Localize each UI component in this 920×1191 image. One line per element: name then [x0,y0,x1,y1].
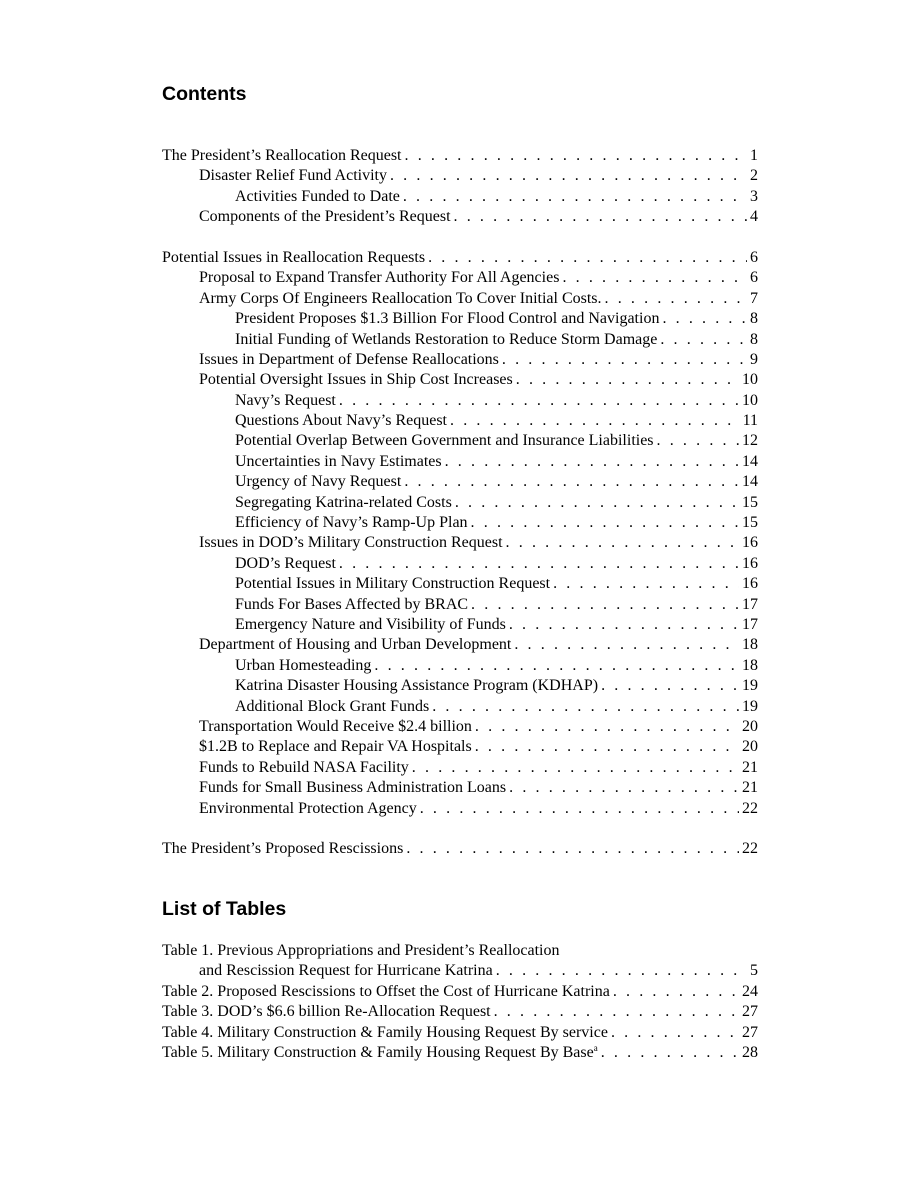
toc-entry[interactable]: Funds for Small Business Administration Loans . . . 21 [162,778,758,798]
footnote-marker: a [593,1042,598,1053]
toc-entry[interactable]: Funds For Bases Affected by BRAC . . . 17 [162,595,758,615]
toc-entry[interactable]: The President’s Reallocation Request . . . 1 [162,146,758,166]
toc-entry[interactable]: President Proposes $1.3 Billion For Flood Control and Navigation . . . 8 [162,309,758,329]
toc-entry[interactable]: Urban Homesteading . . . 18 [162,656,758,676]
toc-entry[interactable]: Issues in DOD’s Military Construction Request . . . 16 [162,533,758,553]
toc-entry[interactable]: Activities Funded to Date . . . 3 [162,187,758,207]
toc-entry[interactable]: Environmental Protection Agency . . . 22 [162,799,758,819]
toc-entry[interactable]: Uncertainties in Navy Estimates . . . 14 [162,452,758,472]
toc-entry[interactable]: $1.2B to Replace and Repair VA Hospitals . . . 20 [162,737,758,757]
toc-entry[interactable]: Potential Issues in Military Construction Request . . . 16 [162,574,758,594]
toc-entry[interactable]: Navy’s Request . . . 10 [162,391,758,411]
contents-list [162,146,758,860]
toc-entry[interactable]: Issues in Department of Defense Reallocations . . . 9 [162,350,758,370]
toc-entry[interactable]: Initial Funding of Wetlands Restoration to Reduce Storm Damage . . . 8 [162,330,758,350]
toc-entry[interactable]: Disaster Relief Fund Activity . . . 2 [162,166,758,186]
toc-entry[interactable]: Segregating Katrina-related Costs . . . 15 [162,493,758,513]
list-of-tables [162,941,758,1063]
list-of-tables-heading: List of Tables [162,898,287,920]
contents-heading: Contents [162,83,247,105]
toc-entry[interactable]: The President’s Proposed Rescissions . . . 22 [162,839,758,859]
toc-entry[interactable]: Potential Oversight Issues in Ship Cost Increases . . . 10 [162,370,758,390]
table-entry[interactable]: Table 1. Previous Appropriations and President’s Reallocation and Rescission Request for Hurricane Katrina . . . 5 [162,941,758,982]
toc-entry[interactable]: Funds to Rebuild NASA Facility . . . 21 [162,758,758,778]
toc-entry[interactable]: Department of Housing and Urban Development . . . 18 [162,635,758,655]
toc-entry[interactable]: Transportation Would Receive $2.4 billion . . . 20 [162,717,758,737]
table-entry[interactable]: Table 2. Proposed Rescissions to Offset the Cost of Hurricane Katrina . . . 24 [162,982,758,1002]
toc-entry[interactable]: Potential Overlap Between Government and Insurance Liabilities . . . 12 [162,431,758,451]
toc-entry[interactable]: Additional Block Grant Funds . . . 19 [162,697,758,717]
toc-entry[interactable]: Urgency of Navy Request . . . 14 [162,472,758,492]
table-entry[interactable]: Table 3. DOD’s $6.6 billion Re-Allocation Request . . . 27 [162,1002,758,1022]
table-entry[interactable]: Table 4. Military Construction & Family Housing Request By service . . . 27 [162,1023,758,1043]
table-entry[interactable]: Table 5. Military Construction & Family Housing Request By Base$^a$ . . . 28 [162,1043,758,1063]
toc-entry[interactable]: Components of the President’s Request . . . 4 [162,207,758,227]
toc-entry[interactable]: Questions About Navy’s Request . . . 11 [162,411,758,431]
toc-entry[interactable]: Efficiency of Navy’s Ramp-Up Plan . . . 15 [162,513,758,533]
toc-entry[interactable]: Emergency Nature and Visibility of Funds . . . 17 [162,615,758,635]
toc-entry[interactable]: Proposal to Expand Transfer Authority For All Agencies . . . 6 [162,268,758,288]
toc-entry[interactable]: Katrina Disaster Housing Assistance Program (KDHAP) . . . 19 [162,676,758,696]
toc-entry[interactable]: DOD’s Request . . . 16 [162,554,758,574]
toc-entry[interactable]: Army Corps Of Engineers Reallocation To Cover Initial Costs. . . . 7 [162,289,758,309]
toc-entry[interactable]: Potential Issues in Reallocation Requests . . . 6 [162,248,758,268]
